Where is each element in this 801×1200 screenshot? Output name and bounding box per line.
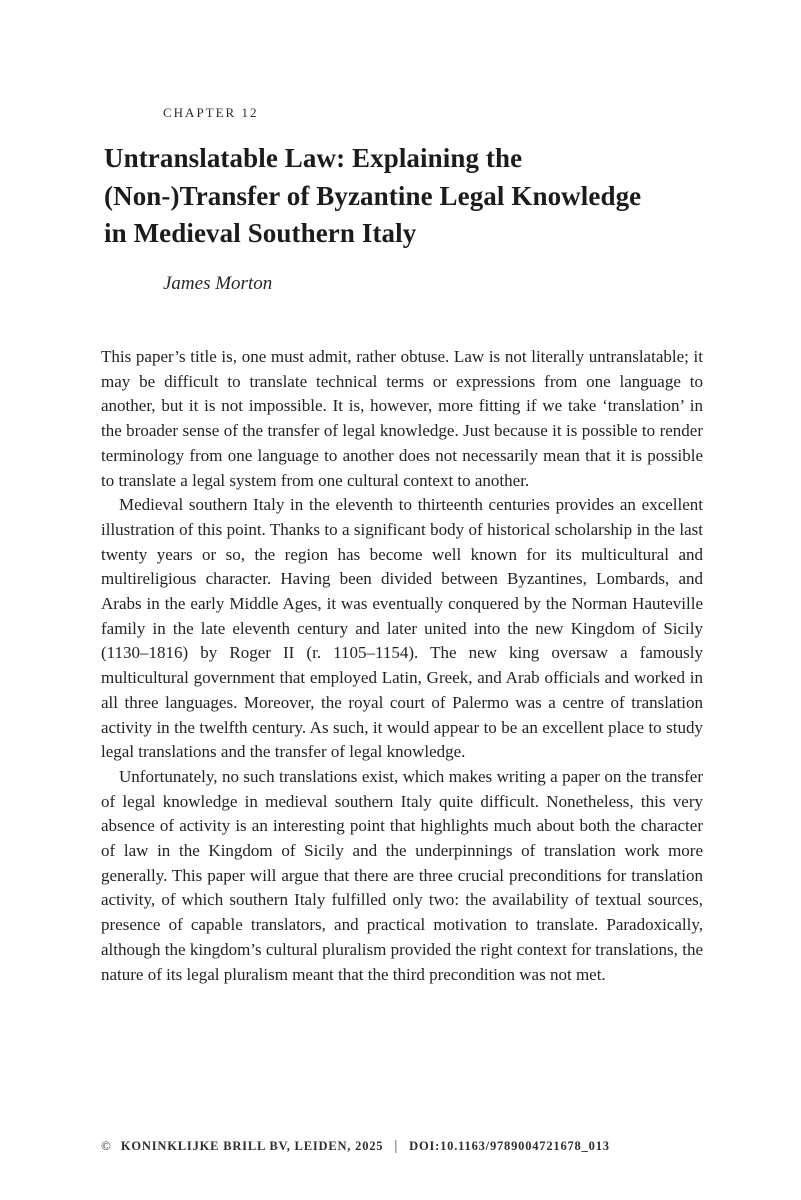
footer-separator: |: [394, 1138, 399, 1154]
chapter-label: CHAPTER 12: [163, 105, 259, 120]
copyright-symbol: ©: [101, 1138, 111, 1153]
chapter-title: [104, 140, 724, 253]
body-text: [101, 345, 703, 987]
chapter-title-line-2: (Non-)Transfer of Byzantine Legal Knowledge: [104, 180, 642, 211]
author-name: James Morton: [163, 273, 273, 294]
page-footer: [101, 1138, 610, 1155]
paragraph-3: Unfortunately, no such translations exist, which makes writing a paper on the transfer of legal knowledge in medieval southern Italy quite difficult. Nonetheless, this very absence of activity is an interesting point that highlights much about both the character of law in the Kingdom of Sicily and the underpinnings of translation work more generally. This paper will argue that there are three crucial preconditions for translation activity, of which southern Italy fulfilled only two: the availability of textual sources, presence of capable translators, and practical motivation to translate. Paradoxically, although the kingdom’s cultural pluralism provided the right context for translations, the nature of its legal pluralism meant that the third precondition was not met.: [101, 766, 703, 984]
chapter-title-line-3: in Medieval Southern Italy: [104, 218, 417, 248]
paragraph-1: This paper’s title is, one must admit, rather obtuse. Law is not literally untranslatable; it may be difficult to translate technical terms or expressions from one language to another, but it is not impossible. It is, however, more fitting if we take ‘translation’ in the broader sense of the transfer of legal knowledge. Just because it is possible to render terminology from one language to another does not necessarily mean that it is possible to translate a legal system from one cultural context to another.: [101, 347, 703, 490]
doi-text: DOI:10.1163/9789004721678_013: [409, 1139, 610, 1153]
chapter-title-line-1: Untranslatable Law: Explaining the: [104, 143, 523, 173]
publisher-imprint: KONINKLIJKE BRILL BV, LEIDEN, 2025: [120, 1139, 384, 1153]
paragraph-2: Medieval southern Italy in the eleventh to thirteenth centuries provides an excellent illustration of this point. Thanks to a significant body of historical scholarship in the last twenty years or so, the region has become well known for its multicultural and multireligious character. Having been divided between Byzantines, Lombards, and Arabs in the early Middle Ages, it was eventually conquered by the Norman Hauteville family in the late eleventh century and later united into the new Kingdom of Sicily (1130–1816) by Roger II (r. 1105–1154). The new king oversaw a famously multicultural government that employed Latin, Greek, and Arab officials and worked in all three languages. Moreover, the royal court of Palermo was a centre of translation activity in the twelfth century. As such, it would appear to be an excellent place to study legal translations and the transfer of legal knowledge.: [101, 495, 703, 762]
